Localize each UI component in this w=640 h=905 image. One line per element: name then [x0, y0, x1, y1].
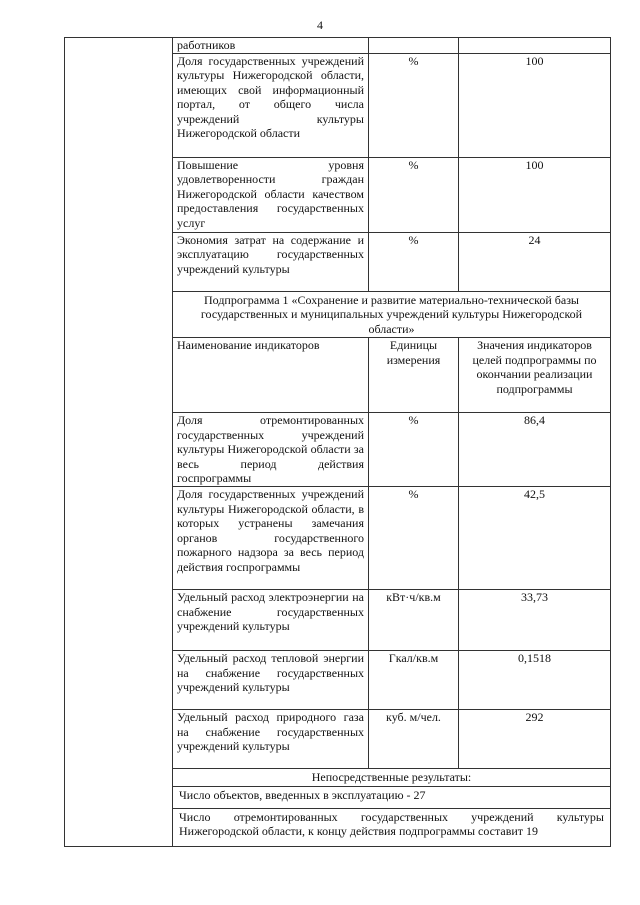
- indicator-name: Экономия затрат на содержание и эксплуатацию государственных учреждений культуры: [173, 232, 369, 291]
- indicator-name: Доля государственных учреждений культуры Нижегородской области, в которых устранены замечания органов государственного пожарного надзора за весь период действия госпрограммы: [173, 487, 369, 590]
- indicator-unit: [369, 38, 459, 54]
- indicator-unit: %: [369, 487, 459, 590]
- indicator-name: Удельный расход тепловой энергии на снабжение государственных учреждений культуры: [173, 651, 369, 710]
- subprogram-title: Подпрограмма 1 «Сохранение и развитие материально-технической базы государственных и муниципальных учреждений культуры Нижегородской области»: [173, 291, 611, 338]
- result-text: Число объектов, введенных в эксплуатацию - 27: [173, 786, 611, 808]
- indicator-unit: %: [369, 53, 459, 157]
- page-number: 4: [317, 18, 323, 32]
- indicator-name: работников: [173, 38, 369, 54]
- result-text: Число отремонтированных государственных учреждений культуры Нижегородской области, к концу действия подпрограммы составит 19: [173, 808, 611, 846]
- indicator-unit: %: [369, 157, 459, 232]
- indicator-unit: Гкал/кв.м: [369, 651, 459, 710]
- indicator-value: 0,1518: [459, 651, 611, 710]
- indicator-value: 292: [459, 710, 611, 769]
- indicator-value: 86,4: [459, 413, 611, 487]
- indicator-name: Удельный расход электроэнергии на снабжение государственных учреждений культуры: [173, 590, 369, 651]
- indicator-name: Удельный расход природного газа на снабжение государственных учреждений культуры: [173, 710, 369, 769]
- header-value: Значения индикаторов целей подпрограммы по окончании реализации подпрограммы: [459, 338, 611, 413]
- left-blank-column: [65, 38, 173, 847]
- indicator-unit: %: [369, 413, 459, 487]
- indicator-name: Доля государственных учреждений культуры Нижегородской области, имеющих свой информационный портал, от общего числа учреждений культуры Нижегородской области: [173, 53, 369, 157]
- indicator-value: 33,73: [459, 590, 611, 651]
- indicator-name: Доля отремонтированных государственных учреждений культуры Нижегородской области за весь период действия госпрограммы: [173, 413, 369, 487]
- indicator-value: 24: [459, 232, 611, 291]
- indicators-table: [64, 37, 611, 847]
- indicator-value: [459, 38, 611, 54]
- indicator-name: Повышение уровня удовлетворенности граждан Нижегородской области качеством предоставления государственных услуг: [173, 157, 369, 232]
- indicator-value: 100: [459, 157, 611, 232]
- table-row: [65, 38, 611, 54]
- indicator-value: 100: [459, 53, 611, 157]
- header-name: Наименование индикаторов: [173, 338, 369, 413]
- indicator-unit: %: [369, 232, 459, 291]
- indicator-unit: куб. м/чел.: [369, 710, 459, 769]
- indicator-unit: кВт·ч/кв.м: [369, 590, 459, 651]
- header-unit: Единицы измерения: [369, 338, 459, 413]
- direct-results-title: Непосредственные результаты:: [173, 769, 611, 787]
- indicator-value: 42,5: [459, 487, 611, 590]
